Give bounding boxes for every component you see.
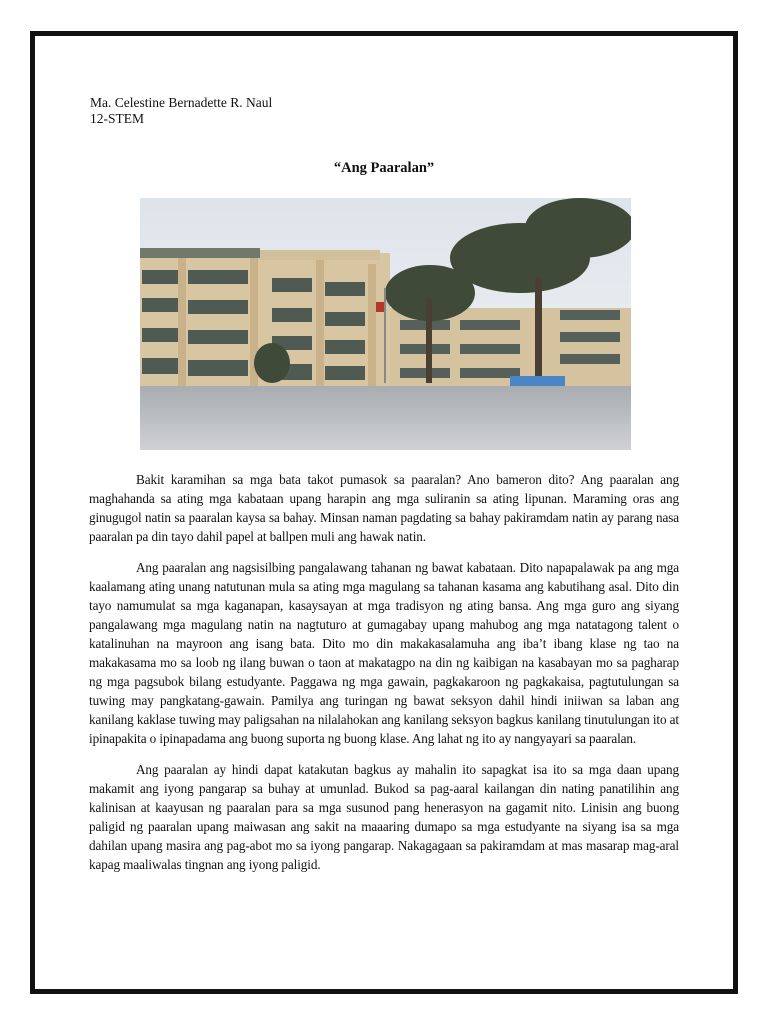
school-building-photo (140, 198, 631, 450)
paragraph-3: Ang paaralan ay hindi dapat katakutan bagkus ay mahalin ito sapagkat isa ito sa mga daan upang makamit ang iyong pangarap sa buhay at umunlad. Bukod sa pag-aaral kailangan din nating panatilihin ang kalinisan at kaayusan ng paaralan para sa mga susunod pang henerasyon na gagamit nito. Linisin ang buong paligid ng paaralan upang maiwasan ang sakit na maaaring dumapo sa mga estudyante na siyang isa sa mga dahilan upang masira ang pag-abot mo sa iyong pangarap. Nakagagaan sa pakiramdam at mas masarap mag-aral kapag maaliwalas tingnan ang iyong paligid. (89, 762, 679, 872)
author-name: Ma. Celestine Bernadette R. Naul (90, 95, 273, 110)
paragraph-1: Bakit karamihan sa mga bata takot pumasok sa paaralan? Ano bameron dito? Ang paaralan ang maghahanda sa ating mga kabataan upang harapin ang mga suliranin sa ating lipunan. Maraming oras ang ginugugol natin sa paaralan kaysa sa bahay. Minsan naman pagdating sa bahay pakiramdam natin ay parang nasa paaralan pa din tayo dahil papel at ballpen muli ang hawak natin. (89, 472, 679, 544)
essay-body (89, 470, 679, 886)
section-label: 12-STEM (90, 111, 144, 126)
document-title: “Ang Paaralan” (333, 160, 435, 176)
paragraph-2: Ang paaralan ang nagsisilbing pangalawang tahanan ng bawat kabataan. Dito napapalawak pa ang mga kaalamang ating unang natutunan mula sa ating mga magulang sa tahanan kasama ang kabutihang asal. Dito din tayo namumulat sa mga kaganapan, kasaysayan at mga tradisyon ng ating bansa. Ang mga guro ang siyang pangalawang mga magulang natin na nagtuturo at gumagabay upang mahubog ang mga natatagong talent o katalinuhan na mayroon ang isang bata. Dito mo din makakasalamuha ang iba’t ibang klase ng tao na makakasama mo sa loob ng ilang buwan o taon at makatagpo na din ng kaibigan na kasabayan mo sa pagharap ng mga pagsubok bilang estudyante. Paggawa ng mga gawain, pagkakaroon ng pagkakaisa, pagtutulungan sa tuwing may pangkatang-gawain. Pamilya ang turingan ng bawat seksyon dahil hindi iniiwan sa laban ang kanilang kaklase tuwing may paligsahan na nilalahokan ang kanilang seksyon bagkus kanilang tinutulungan ito at ipinapakita o ipinapadama ang buong suporta ng buong klase. Ang lahat ng ito ay nangyayari sa paaralan. (89, 560, 679, 746)
author-block (90, 95, 272, 127)
